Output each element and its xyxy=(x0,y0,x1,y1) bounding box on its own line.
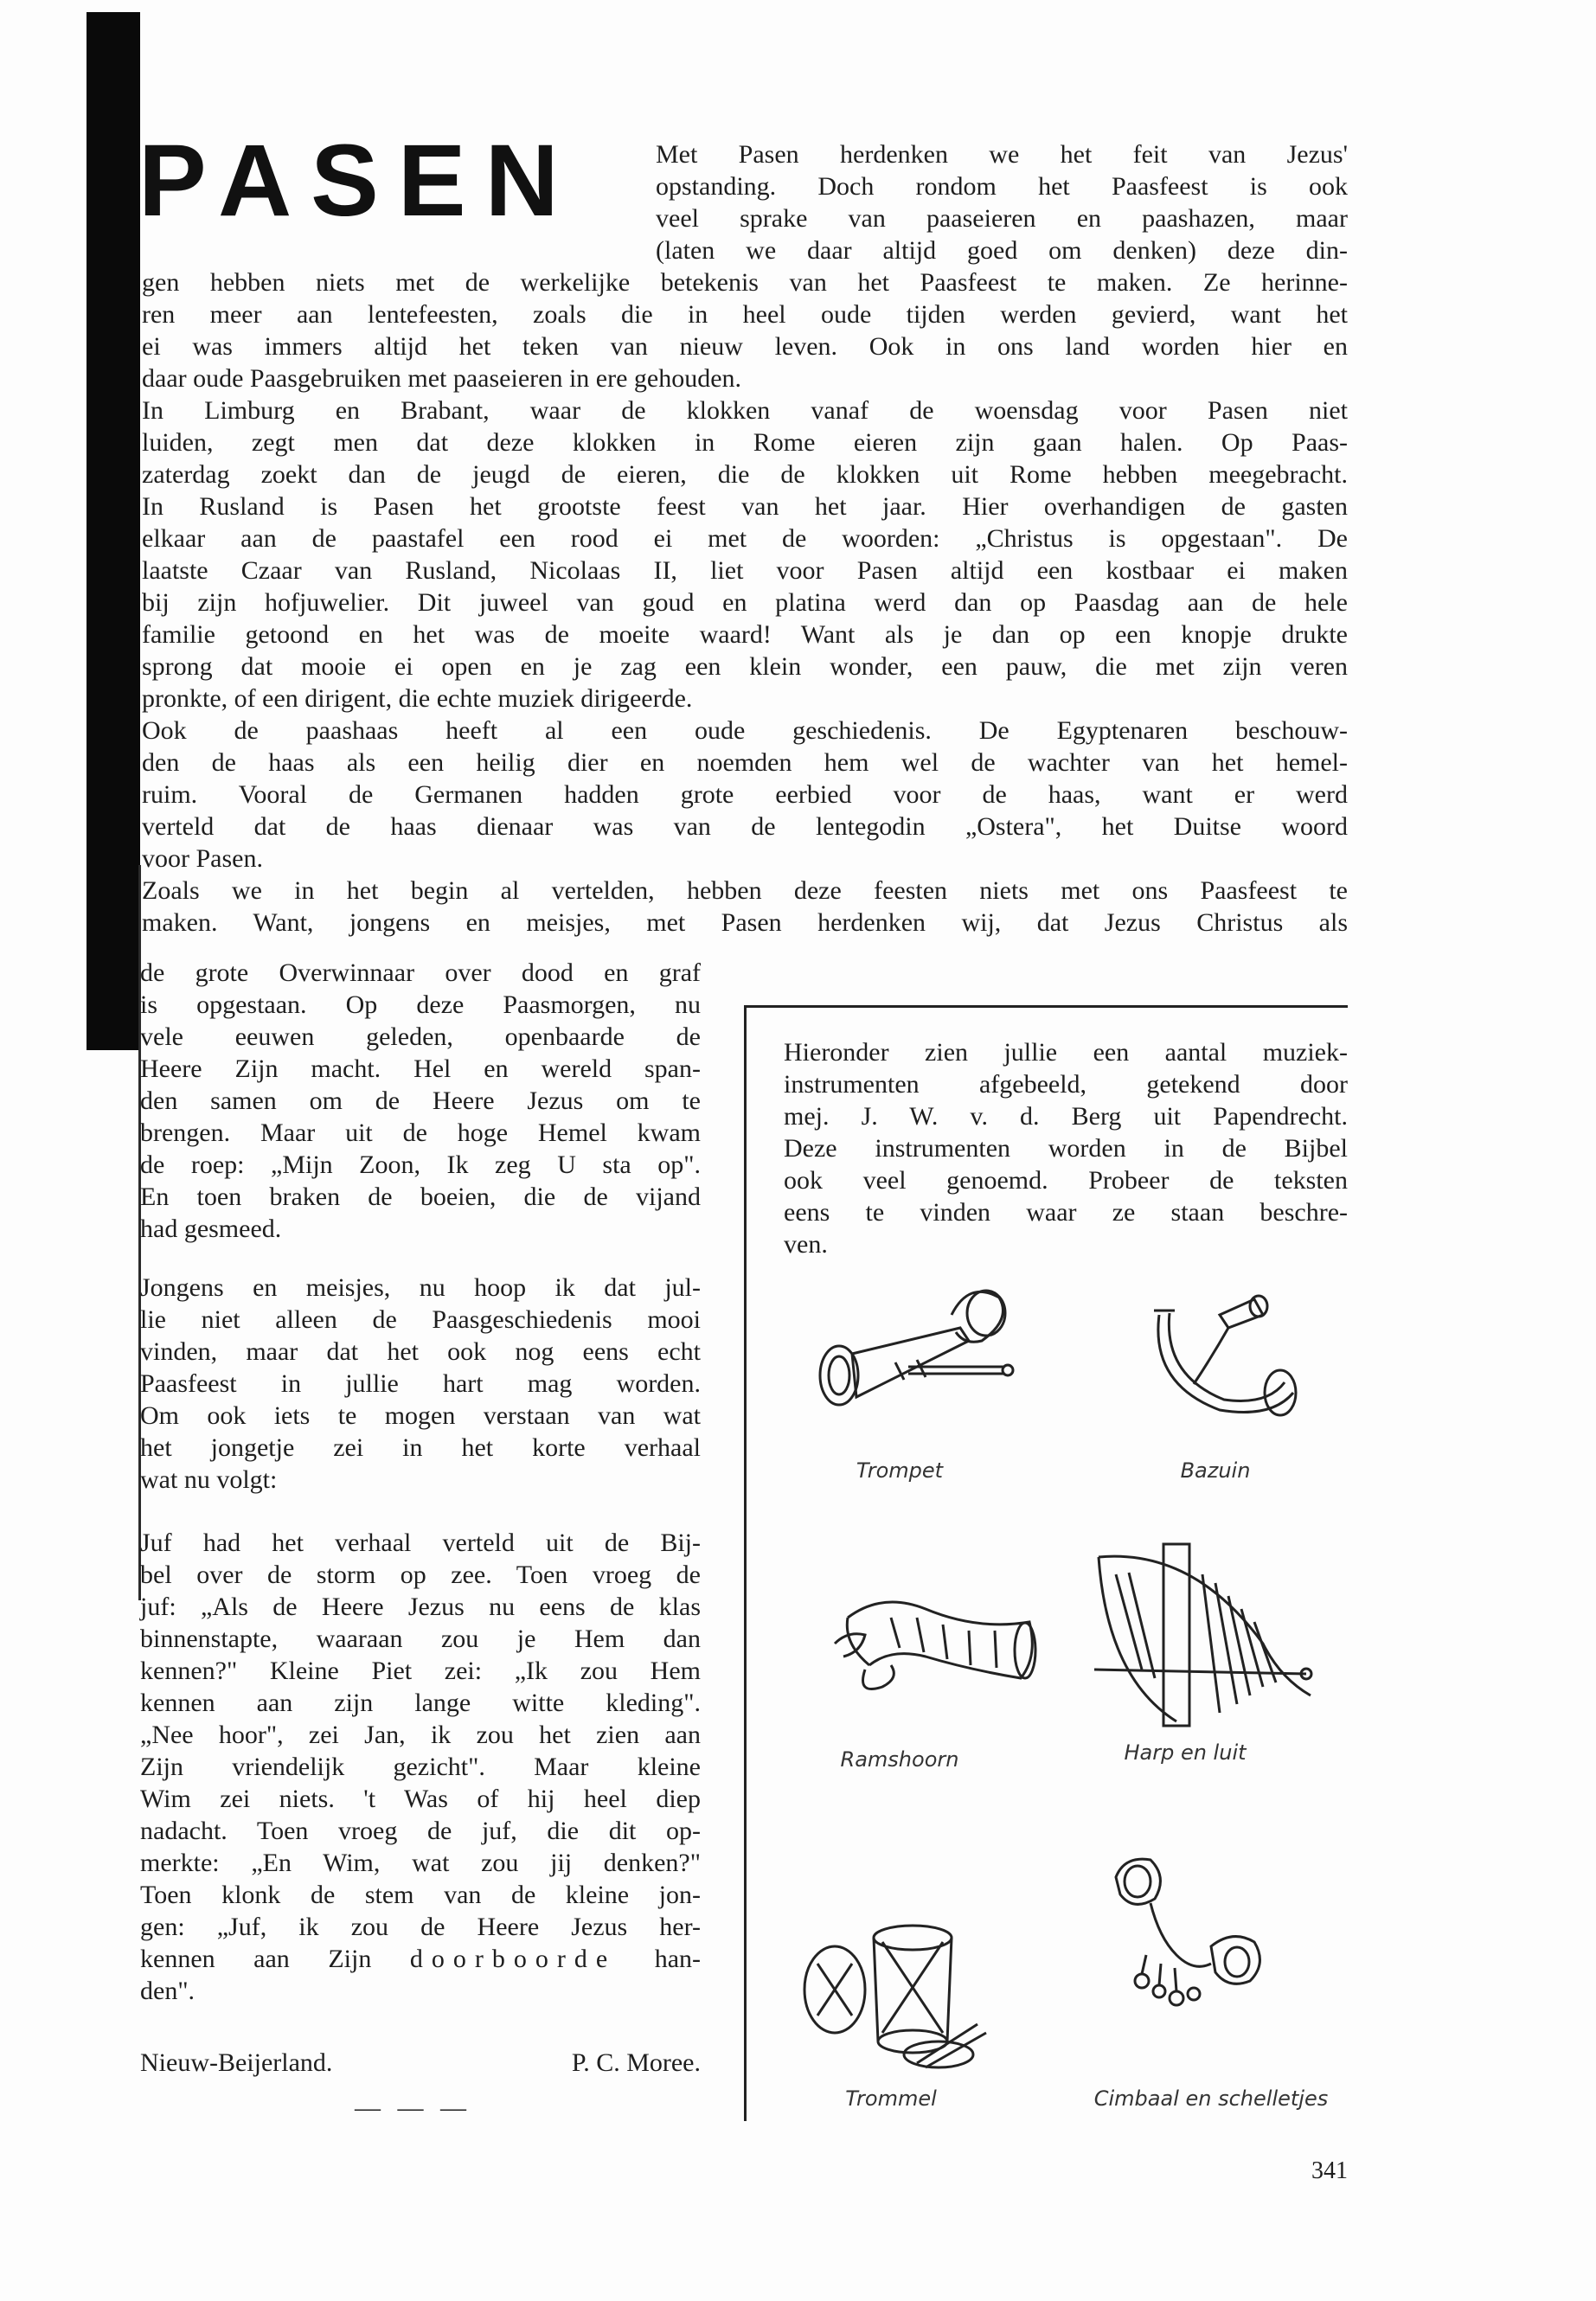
intro-paragraph xyxy=(656,138,1348,266)
cymbal-bells-illustration xyxy=(1107,1851,1280,2024)
text-line: pronkte, of een dirigent, die echte muziek dirigeerde. xyxy=(142,684,693,713)
text-line: bij zijn hofjuwelier. Dit juweel van goud en platina werd dan op Paasdag aan de hele xyxy=(142,588,1348,617)
text-line: (laten we daar altijd goed om denken) deze din- xyxy=(656,236,1348,265)
text-line: In Limburg en Brabant, waar de klokken vanaf de woensdag voor Pasen niet xyxy=(142,396,1348,425)
text-line: juf: „Als de Heere Jezus nu eens de klas xyxy=(140,1593,701,1621)
text-line: instrumenten afgebeeld, getekend door xyxy=(784,1070,1348,1099)
text-line: Wim zei niets. 't Was of hij heel diep xyxy=(140,1785,701,1813)
text-line: het jongetje zei in het korte verhaal xyxy=(140,1433,701,1462)
text-line: wat nu volgt: xyxy=(140,1465,278,1494)
column-rule-vertical xyxy=(744,1005,747,2121)
text-line: ei was immers altijd het teken van nieuw leven. Ook in ons land worden hier en xyxy=(142,332,1348,361)
text-line: mej. J. W. v. d. Berg uit Papendrecht. xyxy=(784,1102,1348,1131)
caption-trompet: Trompet xyxy=(856,1458,944,1483)
text-line: gen hebben niets met de werkelijke betekenis van het Paasfeest te maken. Ze herinne- xyxy=(142,268,1348,297)
text-line: veel sprake van paaseieren en paashazen, maar xyxy=(656,204,1348,233)
drum-illustration xyxy=(796,1912,995,2076)
main-text xyxy=(142,266,1348,939)
signature-place: Nieuw-Beijerland. xyxy=(140,2048,333,2077)
text-line: binnenstapte, waaraan zou je Hem dan xyxy=(140,1625,701,1653)
text-line: den". xyxy=(140,1977,195,2005)
text-line: maken. Want, jongens en meisjes, met Pasen herdenken wij, dat Jezus Christus als xyxy=(142,908,1348,937)
text-line: verteld dat de haas dienaar was van de lentegodin „Ostera", het Duitse woord xyxy=(142,812,1348,841)
text-line xyxy=(140,1943,701,1975)
text-line: brengen. Maar uit de hoge Hemel kwam xyxy=(140,1118,701,1147)
text-line: Om ook iets te mogen verstaan van wat xyxy=(140,1401,701,1430)
text-line: „Nee hoor", zei Jan, ik zou het zien aan xyxy=(140,1721,701,1749)
caption-trommel: Trommel xyxy=(845,2086,937,2111)
text-line: zaterdag zoekt dan de jeugd de eieren, die de klokken uit Rome hebben meegebracht. xyxy=(142,460,1348,489)
text-line: opstanding. Doch rondom het Paasfeest is ook xyxy=(656,172,1348,201)
text-line: kennen aan zijn lange witte kleding". xyxy=(140,1689,701,1717)
text-line: Toen klonk de stem van de kleine jon- xyxy=(140,1881,701,1909)
text-line: Jongens en meisjes, nu hoop ik dat jul- xyxy=(140,1273,701,1302)
text-line: nadacht. Toen vroeg de juf, die dit op- xyxy=(140,1817,701,1845)
text-line: Zoals we in het begin al vertelden, hebben deze feesten niets met ons Paasfeest te xyxy=(142,876,1348,905)
text-line: kennen?" Kleine Piet zei: „Ik zou Hem xyxy=(140,1657,701,1685)
text-line: Hieronder zien jullie een aantal muziek- xyxy=(784,1038,1348,1067)
text-line: ruim. Vooral de Germanen hadden grote eerbied voor de haas, want er werd xyxy=(142,780,1348,809)
text-line: eens te vinden waar ze staan beschre- xyxy=(784,1198,1348,1227)
black-margin-bar xyxy=(87,12,140,1050)
right-column xyxy=(784,1036,1348,1260)
text-line: En toen braken de boeien, die de vijand xyxy=(140,1183,701,1211)
harp-lute-illustration xyxy=(1090,1540,1315,1730)
text-line: de roep: „Mijn Zoon, Ik zeg U sta op". xyxy=(140,1150,701,1179)
text-line: sprong dat mooie ei open en je zag een klein wonder, een pauw, die met zijn veren xyxy=(142,652,1348,681)
end-dashes: — — — xyxy=(355,2093,471,2122)
text-line: Deze instrumenten worden in de Bijbel xyxy=(784,1134,1348,1163)
text-line: vele eeuwen geleden, openbaarde de xyxy=(140,1022,701,1051)
ramshorn-illustration xyxy=(830,1583,1047,1704)
left-column xyxy=(140,957,701,2007)
text-line: is opgestaan. Op deze Paasmorgen, nu xyxy=(140,990,701,1019)
text-line: den de haas als een heilig dier en noemden hem wel de wachter van het hemel- xyxy=(142,748,1348,777)
trumpet-illustration xyxy=(804,1280,1029,1445)
text-line: vinden, maar dat het ook nog eens echt xyxy=(140,1337,701,1366)
text-line: had gesmeed. xyxy=(140,1215,282,1243)
caption-harp: Harp en luit xyxy=(1124,1740,1247,1765)
text-line: voor Pasen. xyxy=(142,844,263,873)
text-line: bel over de storm op zee. Toen vroeg de xyxy=(140,1561,701,1589)
page-title: PASEN xyxy=(138,124,578,238)
text-line: merkte: „En Wim, wat zou jij denken?" xyxy=(140,1849,701,1877)
text-line: laatste Czaar van Rusland, Nicolaas II, liet voor Pasen altijd een kostbaar ei maken xyxy=(142,556,1348,585)
text-line: In Rusland is Pasen het grootste feest van het jaar. Hier overhandigen de gasten xyxy=(142,492,1348,521)
bazuin-illustration xyxy=(1142,1289,1306,1445)
spaced-word: doorboorde xyxy=(409,1945,617,1973)
text-line: den samen om de Heere Jezus om te xyxy=(140,1086,701,1115)
text-line: ren meer aan lentefeesten, zoals die in heel oude tijden werden gevierd, want het xyxy=(142,300,1348,329)
text-line: daar oude Paasgebruiken met paaseieren in ere gehouden. xyxy=(142,364,742,393)
text-line: lie niet alleen de Paasgeschiedenis mooi xyxy=(140,1305,701,1334)
caption-cimbaal: Cimbaal en schelletjes xyxy=(1093,2086,1329,2111)
text-line: Zijn vriendelijk gezicht". Maar kleine xyxy=(140,1753,701,1781)
text-fragment: han- xyxy=(654,1945,701,1973)
text-line: ook veel genoemd. Probeer de teksten xyxy=(784,1166,1348,1195)
column-rule-horizontal xyxy=(746,1005,1348,1008)
text-line: elkaar aan de paastafel een rood ei met de woorden: „Christus is opgestaan". De xyxy=(142,524,1348,553)
caption-bazuin: Bazuin xyxy=(1180,1458,1251,1483)
caption-ramshoorn: Ramshoorn xyxy=(840,1747,959,1772)
text-line: Ook de paashaas heeft al een oude geschiedenis. De Egyptenaren beschouw- xyxy=(142,716,1348,745)
text-line: ven. xyxy=(784,1230,828,1259)
text-line: luiden, zegt men dat deze klokken in Rome eieren zijn gaan halen. Op Paas- xyxy=(142,428,1348,457)
signature-author: P. C. Moree. xyxy=(571,2048,701,2077)
text-fragment: kennen aan Zijn xyxy=(140,1945,372,1973)
text-line: Met Pasen herdenken we het feit van Jezus' xyxy=(656,140,1348,169)
text-line: Juf had het verhaal verteld uit de Bij- xyxy=(140,1529,701,1557)
page-number: 341 xyxy=(1311,2157,1348,2184)
text-line: gen: „Juf, ik zou de Heere Jezus her- xyxy=(140,1913,701,1941)
text-line: Paasfeest in jullie hart mag worden. xyxy=(140,1369,701,1398)
text-line: familie getoond en het was de moeite waard! Want als je dan op een knopje drukte xyxy=(142,620,1348,649)
text-line: de grote Overwinnaar over dood en graf xyxy=(140,958,701,987)
text-line: Heere Zijn macht. Hel en wereld span- xyxy=(140,1054,701,1083)
